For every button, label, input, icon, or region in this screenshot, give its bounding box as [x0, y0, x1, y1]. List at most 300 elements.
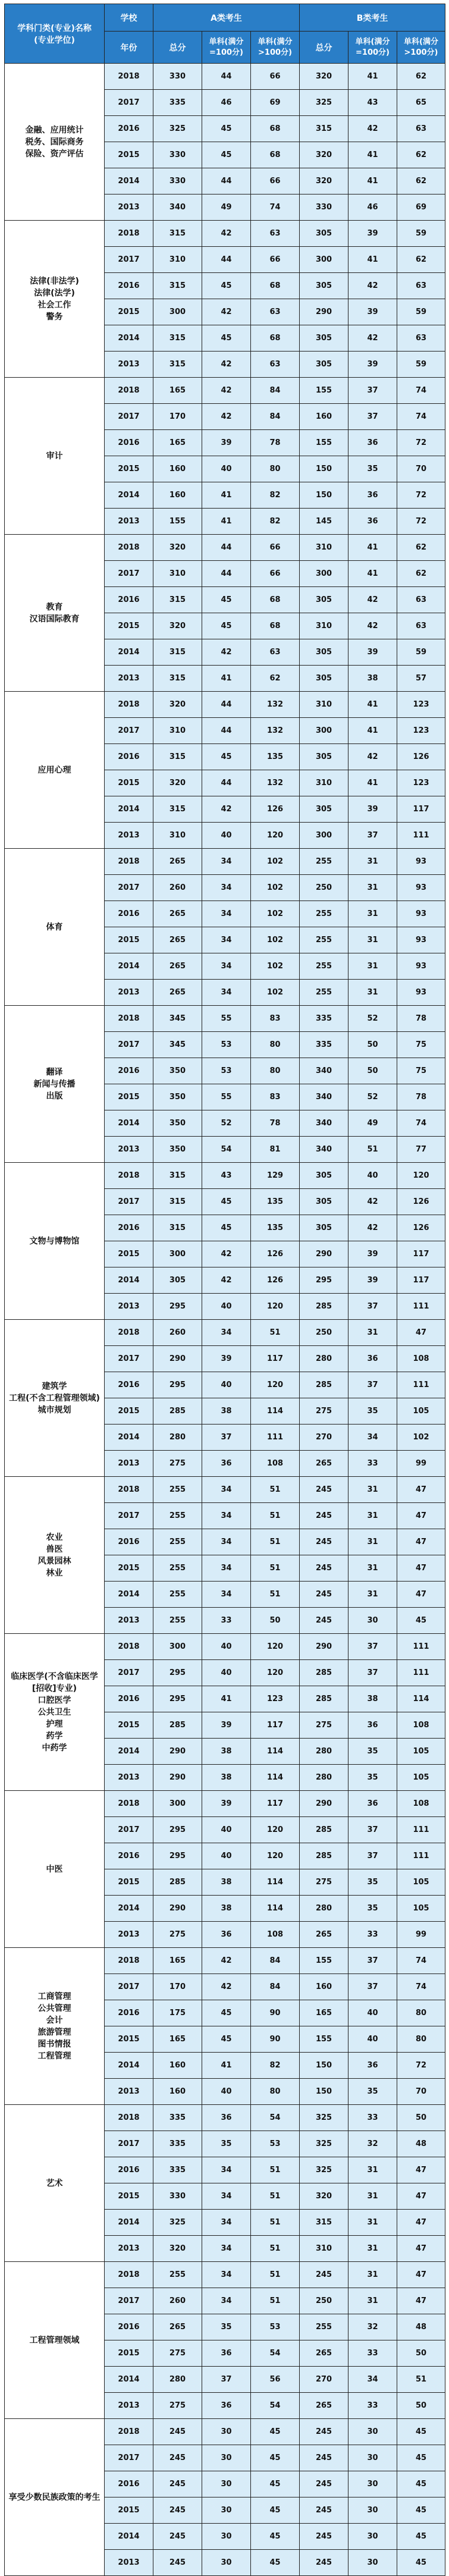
- b-total-cell: 295: [300, 1267, 348, 1294]
- b-total-cell: 285: [300, 1294, 348, 1320]
- b-single-le100-cell: 42: [348, 1189, 397, 1215]
- table-row: [5, 849, 445, 875]
- b-single-gt100-cell: 72: [397, 482, 445, 509]
- category-name: 应用心理: [37, 765, 71, 775]
- category-name: 享受少数民族政策的考生: [8, 2492, 101, 2502]
- b-single-le100-cell: 36: [348, 482, 397, 509]
- b-single-le100-cell: 39: [348, 1241, 397, 1267]
- a-single-gt100-cell: 114: [251, 1739, 300, 1765]
- year-cell: 2017: [105, 1817, 153, 1843]
- b-single-gt100-cell: 57: [397, 666, 445, 692]
- b-single-gt100-cell: 45: [397, 2471, 445, 2497]
- a-single-le100-cell: 45: [202, 325, 251, 352]
- b-single-le100-cell: 51: [348, 1137, 397, 1163]
- b-single-gt100-cell: 63: [397, 587, 445, 613]
- b-single-le100-cell: 31: [348, 2288, 397, 2314]
- b-single-le100-cell: 52: [348, 1006, 397, 1032]
- b-single-gt100-cell: 93: [397, 849, 445, 875]
- a-single-gt100-cell: 50: [251, 1608, 300, 1634]
- a-single-le100-cell: 34: [202, 2288, 251, 2314]
- a-single-le100-cell: 35: [202, 2314, 251, 2340]
- b-total-cell: 305: [300, 666, 348, 692]
- b-single-gt100-cell: 93: [397, 953, 445, 980]
- year-cell: 2016: [105, 587, 153, 613]
- b-single-le100-cell: 30: [348, 2445, 397, 2471]
- a-total-cell: 290: [153, 1739, 202, 1765]
- score-table-container: [4, 4, 445, 2576]
- year-cell: 2013: [105, 352, 153, 378]
- a-single-le100-cell: 41: [202, 1686, 251, 1712]
- a-single-le100-cell: 42: [202, 639, 251, 666]
- b-single-le100-cell: 31: [348, 875, 397, 901]
- year-cell: 2014: [105, 1896, 153, 1922]
- b-single-gt100-cell: 63: [397, 325, 445, 352]
- a-total-cell: 315: [153, 796, 202, 823]
- b-total-cell: 275: [300, 1398, 348, 1425]
- year-cell: 2014: [105, 168, 153, 194]
- year-cell: 2014: [105, 2210, 153, 2236]
- b-single-gt100-cell: 45: [397, 2524, 445, 2550]
- year-cell: 2018: [105, 2105, 153, 2131]
- a-single-gt100-cell: 84: [251, 404, 300, 430]
- a-single-gt100-cell: 120: [251, 1660, 300, 1686]
- b-total-cell: 340: [300, 1137, 348, 1163]
- a-total-cell: 255: [153, 1477, 202, 1503]
- b-total-cell: 330: [300, 194, 348, 221]
- b-single-gt100-cell: 117: [397, 1241, 445, 1267]
- a-total-cell: 345: [153, 1032, 202, 1058]
- a-single-gt100-cell: 51: [251, 2157, 300, 2183]
- b-total-cell: 265: [300, 1922, 348, 1948]
- a-single-le100-cell: 42: [202, 1974, 251, 2000]
- b-single-le100-cell: 41: [348, 692, 397, 718]
- a-single-le100-cell: 34: [202, 875, 251, 901]
- year-cell: 2016: [105, 901, 153, 927]
- b-single-le100-cell: 52: [348, 1084, 397, 1110]
- b-single-le100-cell: 35: [348, 2079, 397, 2105]
- b-single-gt100-cell: 50: [397, 2340, 445, 2367]
- b-single-le100-cell: 42: [348, 116, 397, 142]
- b-single-gt100-cell: 59: [397, 299, 445, 325]
- b-single-le100-cell: 36: [348, 430, 397, 456]
- year-cell: 2015: [105, 142, 153, 168]
- a-total-cell: 285: [153, 1712, 202, 1739]
- b-total-cell: 250: [300, 2288, 348, 2314]
- a-total-cell: 170: [153, 404, 202, 430]
- b-single-gt100-cell: 51: [397, 2367, 445, 2393]
- a-single-le100-cell: 34: [202, 1477, 251, 1503]
- category-name: 金融、应用统计 税务、国际商务 保险、资产评估: [25, 125, 84, 159]
- b-total-cell: 325: [300, 90, 348, 116]
- b-total-cell: 305: [300, 1163, 348, 1189]
- b-single-gt100-cell: 75: [397, 1058, 445, 1084]
- b-total-cell: 305: [300, 587, 348, 613]
- a-single-le100-cell: 30: [202, 2524, 251, 2550]
- a-single-gt100-cell: 117: [251, 1791, 300, 1817]
- b-single-gt100-cell: 93: [397, 875, 445, 901]
- a-single-le100-cell: 40: [202, 1843, 251, 1869]
- a-total-cell: 335: [153, 2157, 202, 2183]
- a-total-cell: 290: [153, 1765, 202, 1791]
- year-cell: 2014: [105, 953, 153, 980]
- a-single-gt100-cell: 66: [251, 64, 300, 90]
- a-single-gt100-cell: 123: [251, 1686, 300, 1712]
- a-total-cell: 170: [153, 1974, 202, 2000]
- b-total-cell: 245: [300, 1555, 348, 1582]
- a-total-cell: 350: [153, 1110, 202, 1137]
- a-total-cell: 340: [153, 194, 202, 221]
- year-cell: 2015: [105, 2497, 153, 2524]
- a-single-le100-cell: 53: [202, 1032, 251, 1058]
- b-single-le100-cell: 39: [348, 352, 397, 378]
- a-total-cell: 255: [153, 1608, 202, 1634]
- a-total-cell: 275: [153, 1922, 202, 1948]
- b-single-le100-cell: 34: [348, 2367, 397, 2393]
- a-single-le100-cell: 55: [202, 1084, 251, 1110]
- header-group-b: B类考生: [300, 4, 445, 32]
- b-single-le100-cell: 35: [348, 1896, 397, 1922]
- a-total-cell: 285: [153, 1869, 202, 1896]
- b-total-cell: 150: [300, 456, 348, 482]
- b-single-gt100-cell: 74: [397, 1974, 445, 2000]
- a-single-le100-cell: 45: [202, 116, 251, 142]
- a-single-gt100-cell: 80: [251, 1058, 300, 1084]
- category-cell: [5, 1163, 105, 1320]
- header-b-total: 总分: [300, 32, 348, 64]
- b-single-gt100-cell: 59: [397, 639, 445, 666]
- a-single-gt100-cell: 117: [251, 1712, 300, 1739]
- a-single-gt100-cell: 81: [251, 1137, 300, 1163]
- a-single-gt100-cell: 135: [251, 744, 300, 770]
- b-single-gt100-cell: 78: [397, 1006, 445, 1032]
- a-single-le100-cell: 46: [202, 90, 251, 116]
- b-total-cell: 145: [300, 509, 348, 535]
- a-single-gt100-cell: 69: [251, 90, 300, 116]
- a-total-cell: 245: [153, 2445, 202, 2471]
- b-single-le100-cell: 36: [348, 2053, 397, 2079]
- b-single-le100-cell: 35: [348, 1739, 397, 1765]
- a-single-gt100-cell: 53: [251, 2131, 300, 2157]
- table-row: [5, 1320, 445, 1346]
- a-single-le100-cell: 44: [202, 692, 251, 718]
- a-total-cell: 285: [153, 1398, 202, 1425]
- category-cell: [5, 692, 105, 849]
- a-total-cell: 165: [153, 430, 202, 456]
- category-cell: [5, 221, 105, 378]
- table-row: [5, 1634, 445, 1660]
- b-total-cell: 335: [300, 1032, 348, 1058]
- header-year: 年份: [105, 32, 153, 64]
- a-single-le100-cell: 45: [202, 613, 251, 639]
- b-total-cell: 305: [300, 796, 348, 823]
- a-single-gt100-cell: 62: [251, 666, 300, 692]
- a-single-gt100-cell: 74: [251, 194, 300, 221]
- b-total-cell: 255: [300, 927, 348, 953]
- table-row: [5, 1006, 445, 1032]
- b-single-gt100-cell: 65: [397, 90, 445, 116]
- b-single-gt100-cell: 70: [397, 2079, 445, 2105]
- a-single-le100-cell: 34: [202, 2157, 251, 2183]
- a-total-cell: 280: [153, 1425, 202, 1451]
- a-single-le100-cell: 44: [202, 561, 251, 587]
- b-single-le100-cell: 41: [348, 247, 397, 273]
- a-total-cell: 255: [153, 2262, 202, 2288]
- b-single-le100-cell: 43: [348, 90, 397, 116]
- a-single-le100-cell: 37: [202, 2367, 251, 2393]
- a-single-le100-cell: 30: [202, 2419, 251, 2445]
- a-single-gt100-cell: 82: [251, 2053, 300, 2079]
- b-single-le100-cell: 33: [348, 2393, 397, 2419]
- b-single-gt100-cell: 47: [397, 2183, 445, 2210]
- b-single-le100-cell: 37: [348, 1974, 397, 2000]
- category-name: 文物与博物馆: [29, 1236, 80, 1246]
- year-cell: 2015: [105, 2026, 153, 2053]
- b-total-cell: 310: [300, 770, 348, 796]
- a-single-le100-cell: 44: [202, 535, 251, 561]
- a-single-le100-cell: 34: [202, 953, 251, 980]
- b-single-gt100-cell: 105: [397, 1869, 445, 1896]
- b-single-le100-cell: 35: [348, 456, 397, 482]
- a-single-gt100-cell: 66: [251, 247, 300, 273]
- year-cell: 2013: [105, 666, 153, 692]
- a-single-le100-cell: 34: [202, 2183, 251, 2210]
- category-name: 体育: [46, 922, 63, 932]
- b-single-gt100-cell: 47: [397, 1582, 445, 1608]
- a-single-le100-cell: 54: [202, 1137, 251, 1163]
- year-cell: 2013: [105, 1451, 153, 1477]
- b-single-le100-cell: 31: [348, 2210, 397, 2236]
- a-total-cell: 315: [153, 221, 202, 247]
- b-single-le100-cell: 50: [348, 1058, 397, 1084]
- a-single-gt100-cell: 63: [251, 639, 300, 666]
- year-cell: 2018: [105, 1006, 153, 1032]
- a-total-cell: 260: [153, 875, 202, 901]
- b-single-le100-cell: 36: [348, 1791, 397, 1817]
- b-single-gt100-cell: 120: [397, 1163, 445, 1189]
- year-cell: 2016: [105, 1372, 153, 1398]
- a-single-gt100-cell: 102: [251, 875, 300, 901]
- b-total-cell: 290: [300, 299, 348, 325]
- b-single-le100-cell: 36: [348, 509, 397, 535]
- b-total-cell: 305: [300, 273, 348, 299]
- category-name: 工商管理 公共管理 会计 旅游管理 图书情报 工程管理: [37, 1991, 71, 2061]
- b-single-le100-cell: 35: [348, 1398, 397, 1425]
- a-single-gt100-cell: 80: [251, 1032, 300, 1058]
- a-total-cell: 315: [153, 352, 202, 378]
- b-single-gt100-cell: 62: [397, 142, 445, 168]
- a-single-le100-cell: 40: [202, 1294, 251, 1320]
- a-single-gt100-cell: 132: [251, 770, 300, 796]
- b-single-gt100-cell: 45: [397, 2445, 445, 2471]
- category-name: 法律(非法学) 法律(法学) 社会工作 警务: [30, 276, 79, 322]
- a-single-le100-cell: 34: [202, 2236, 251, 2262]
- b-single-gt100-cell: 47: [397, 1503, 445, 1529]
- a-single-le100-cell: 36: [202, 2340, 251, 2367]
- b-total-cell: 245: [300, 1608, 348, 1634]
- b-single-le100-cell: 37: [348, 1948, 397, 1974]
- table-row: [5, 535, 445, 561]
- year-cell: 2018: [105, 1634, 153, 1660]
- year-cell: 2013: [105, 2236, 153, 2262]
- b-single-le100-cell: 42: [348, 587, 397, 613]
- a-single-gt100-cell: 102: [251, 953, 300, 980]
- year-cell: 2017: [105, 404, 153, 430]
- b-total-cell: 245: [300, 1477, 348, 1503]
- a-single-le100-cell: 41: [202, 2053, 251, 2079]
- a-single-le100-cell: 44: [202, 770, 251, 796]
- table-body: [5, 64, 445, 2576]
- a-total-cell: 325: [153, 2210, 202, 2236]
- a-single-le100-cell: 44: [202, 247, 251, 273]
- b-total-cell: 285: [300, 1686, 348, 1712]
- a-total-cell: 275: [153, 2340, 202, 2367]
- b-single-le100-cell: 50: [348, 1032, 397, 1058]
- year-cell: 2018: [105, 1791, 153, 1817]
- year-cell: 2018: [105, 849, 153, 875]
- b-single-le100-cell: 31: [348, 953, 397, 980]
- year-cell: 2016: [105, 430, 153, 456]
- b-single-le100-cell: 37: [348, 1843, 397, 1869]
- a-single-gt100-cell: 51: [251, 2288, 300, 2314]
- b-total-cell: 265: [300, 2340, 348, 2367]
- b-single-gt100-cell: 105: [397, 1398, 445, 1425]
- b-total-cell: 275: [300, 1869, 348, 1896]
- b-single-le100-cell: 31: [348, 2157, 397, 2183]
- a-total-cell: 325: [153, 116, 202, 142]
- a-single-le100-cell: 42: [202, 796, 251, 823]
- b-total-cell: 305: [300, 1215, 348, 1241]
- a-total-cell: 295: [153, 1372, 202, 1398]
- a-single-gt100-cell: 45: [251, 2550, 300, 2576]
- b-total-cell: 315: [300, 2210, 348, 2236]
- b-single-gt100-cell: 63: [397, 273, 445, 299]
- b-total-cell: 340: [300, 1110, 348, 1137]
- year-cell: 2014: [105, 2367, 153, 2393]
- a-single-gt100-cell: 111: [251, 1425, 300, 1451]
- b-single-gt100-cell: 69: [397, 194, 445, 221]
- a-single-gt100-cell: 132: [251, 692, 300, 718]
- a-single-le100-cell: 36: [202, 1451, 251, 1477]
- category-name: 农业 兽医 风景园林 林业: [37, 1532, 71, 1578]
- b-single-le100-cell: 35: [348, 1765, 397, 1791]
- year-cell: 2013: [105, 1765, 153, 1791]
- a-total-cell: 295: [153, 1686, 202, 1712]
- b-single-gt100-cell: 74: [397, 378, 445, 404]
- year-cell: 2017: [105, 2445, 153, 2471]
- b-total-cell: 245: [300, 2419, 348, 2445]
- a-single-le100-cell: 30: [202, 2497, 251, 2524]
- b-total-cell: 270: [300, 1425, 348, 1451]
- a-single-le100-cell: 55: [202, 1006, 251, 1032]
- a-single-gt100-cell: 132: [251, 718, 300, 744]
- table-row: [5, 1791, 445, 1817]
- b-single-gt100-cell: 105: [397, 1896, 445, 1922]
- b-single-gt100-cell: 72: [397, 430, 445, 456]
- b-single-gt100-cell: 47: [397, 2157, 445, 2183]
- b-single-le100-cell: 39: [348, 299, 397, 325]
- b-single-gt100-cell: 111: [397, 1372, 445, 1398]
- year-cell: 2017: [105, 1660, 153, 1686]
- b-total-cell: 305: [300, 221, 348, 247]
- year-cell: 2014: [105, 1425, 153, 1451]
- b-single-gt100-cell: 47: [397, 1529, 445, 1555]
- a-single-gt100-cell: 45: [251, 2497, 300, 2524]
- a-total-cell: 275: [153, 1451, 202, 1477]
- b-single-gt100-cell: 62: [397, 168, 445, 194]
- a-single-le100-cell: 39: [202, 1712, 251, 1739]
- a-single-le100-cell: 45: [202, 273, 251, 299]
- b-single-le100-cell: 31: [348, 1503, 397, 1529]
- b-single-le100-cell: 37: [348, 378, 397, 404]
- b-single-le100-cell: 30: [348, 2550, 397, 2576]
- a-total-cell: 330: [153, 142, 202, 168]
- a-single-gt100-cell: 51: [251, 1555, 300, 1582]
- a-single-gt100-cell: 63: [251, 221, 300, 247]
- a-single-gt100-cell: 45: [251, 2419, 300, 2445]
- b-total-cell: 320: [300, 168, 348, 194]
- table-row: [5, 64, 445, 90]
- table-row: [5, 1948, 445, 1974]
- a-single-le100-cell: 44: [202, 718, 251, 744]
- a-total-cell: 255: [153, 1555, 202, 1582]
- year-cell: 2016: [105, 1843, 153, 1869]
- b-total-cell: 280: [300, 1346, 348, 1372]
- year-cell: 2013: [105, 1294, 153, 1320]
- a-total-cell: 165: [153, 1948, 202, 1974]
- b-total-cell: 285: [300, 1817, 348, 1843]
- b-total-cell: 335: [300, 1006, 348, 1032]
- b-single-gt100-cell: 93: [397, 980, 445, 1006]
- year-cell: 2013: [105, 509, 153, 535]
- a-single-gt100-cell: 51: [251, 1320, 300, 1346]
- b-single-gt100-cell: 78: [397, 1084, 445, 1110]
- b-single-gt100-cell: 72: [397, 509, 445, 535]
- b-single-gt100-cell: 63: [397, 116, 445, 142]
- header-b-single-le100: 单科(满分 =100分): [348, 32, 397, 64]
- a-single-le100-cell: 52: [202, 1110, 251, 1137]
- b-total-cell: 300: [300, 561, 348, 587]
- a-total-cell: 300: [153, 299, 202, 325]
- year-cell: 2015: [105, 927, 153, 953]
- b-single-le100-cell: 41: [348, 718, 397, 744]
- a-single-le100-cell: 41: [202, 666, 251, 692]
- a-single-le100-cell: 40: [202, 1817, 251, 1843]
- a-single-gt100-cell: 108: [251, 1922, 300, 1948]
- header-b-single-gt100: 单科(满分 >100分): [397, 32, 445, 64]
- b-single-le100-cell: 31: [348, 1555, 397, 1582]
- b-single-gt100-cell: 74: [397, 1948, 445, 1974]
- a-total-cell: 245: [153, 2471, 202, 2497]
- year-cell: 2015: [105, 1869, 153, 1896]
- b-single-gt100-cell: 80: [397, 2000, 445, 2026]
- a-single-gt100-cell: 82: [251, 509, 300, 535]
- b-single-le100-cell: 49: [348, 1110, 397, 1137]
- b-total-cell: 255: [300, 901, 348, 927]
- b-total-cell: 160: [300, 1974, 348, 2000]
- a-total-cell: 265: [153, 2314, 202, 2340]
- b-single-gt100-cell: 108: [397, 1346, 445, 1372]
- year-cell: 2015: [105, 1712, 153, 1739]
- b-total-cell: 290: [300, 1791, 348, 1817]
- a-total-cell: 260: [153, 1320, 202, 1346]
- a-single-gt100-cell: 63: [251, 299, 300, 325]
- a-single-le100-cell: 34: [202, 2210, 251, 2236]
- a-total-cell: 245: [153, 2419, 202, 2445]
- a-total-cell: 175: [153, 2000, 202, 2026]
- b-total-cell: 255: [300, 953, 348, 980]
- a-single-gt100-cell: 117: [251, 1346, 300, 1372]
- a-total-cell: 320: [153, 535, 202, 561]
